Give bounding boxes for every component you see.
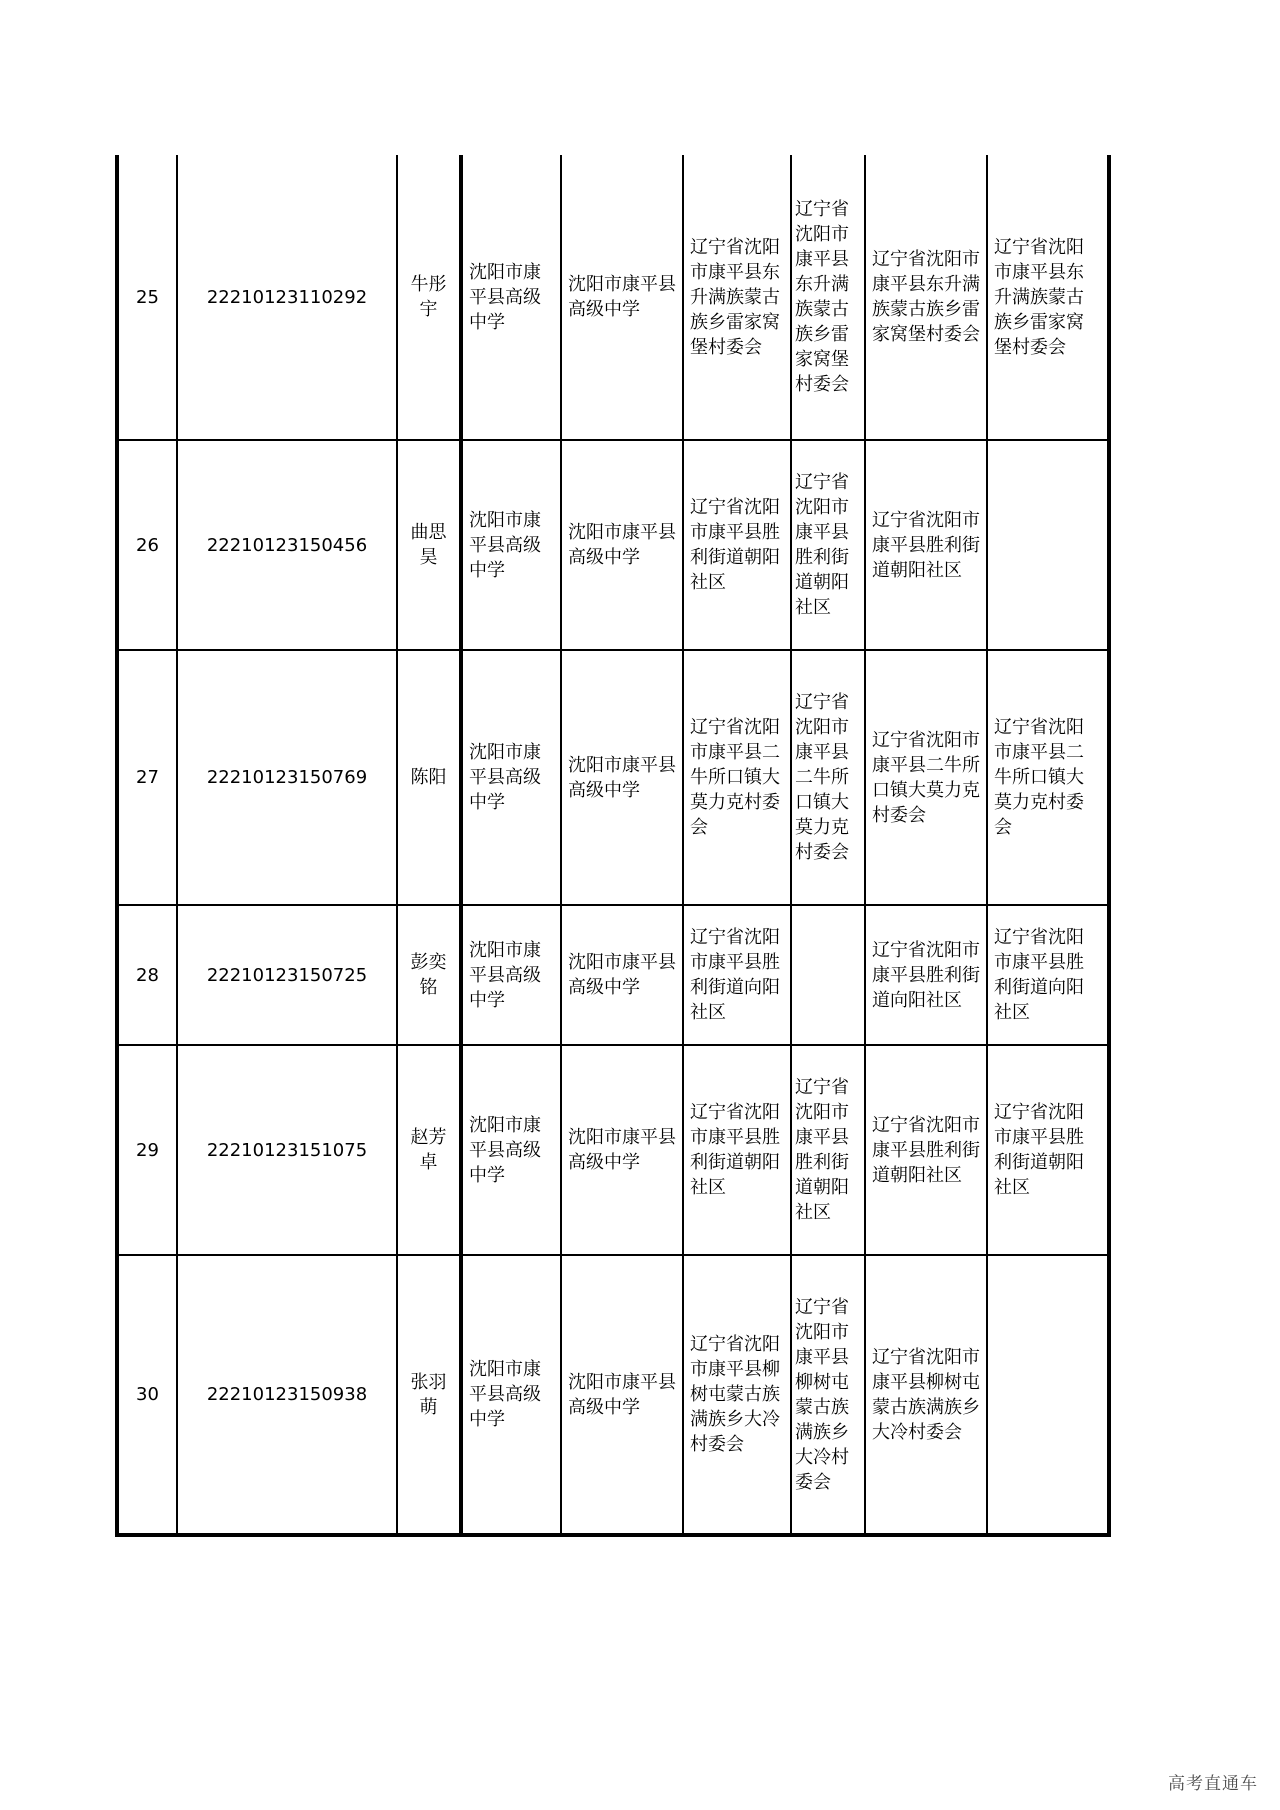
cell-exam-id: 22210123150938: [177, 1255, 397, 1535]
cell-father-residence: 辽宁省沈阳市康平县胜利街道朝阳社区: [865, 440, 987, 650]
cell-school: 沈阳市康平县高级中学: [461, 905, 561, 1045]
table-row: [117, 1045, 1109, 1255]
cell-name: 牛彤宇: [397, 155, 461, 440]
table-row: [117, 155, 1109, 440]
footer-watermark: 高考直通车: [1168, 1774, 1258, 1794]
cell-school: 沈阳市康平县高级中学: [461, 440, 561, 650]
table-row: [117, 1255, 1109, 1535]
cell-index: 25: [117, 155, 177, 440]
cell-father-residence: 辽宁省沈阳市康平县东升满族蒙古族乡雷家窝堡村委会: [865, 155, 987, 440]
cell-mother-residence: [987, 440, 1109, 650]
cell-exam-id: 22210123150456: [177, 440, 397, 650]
cell-mother-residence: 辽宁省沈阳市康平县二牛所口镇大莫力克村委会: [987, 650, 1109, 905]
cell-father-residence: 辽宁省沈阳市康平县胜利街道朝阳社区: [865, 1045, 987, 1255]
cell-hukou: [791, 905, 865, 1045]
student-roster-table: [115, 155, 1111, 1537]
cell-exam-id: 22210123150725: [177, 905, 397, 1045]
cell-name: 曲思昊: [397, 440, 461, 650]
table-row: [117, 905, 1109, 1045]
table-row: [117, 650, 1109, 905]
cell-name: 彭奕铭: [397, 905, 461, 1045]
cell-hukou: 辽宁省沈阳市康平县东升满族蒙古族乡雷家窝堡村委会: [791, 155, 865, 440]
cell-father-residence: 辽宁省沈阳市康平县胜利街道向阳社区: [865, 905, 987, 1045]
cell-exam-id: 22210123151075: [177, 1045, 397, 1255]
cell-father-residence: 辽宁省沈阳市康平县二牛所口镇大莫力克村委会: [865, 650, 987, 905]
cell-graduated-school: 沈阳市康平县高级中学: [561, 1045, 683, 1255]
cell-index: 27: [117, 650, 177, 905]
cell-mother-residence: 辽宁省沈阳市康平县东升满族蒙古族乡雷家窝堡村委会: [987, 155, 1109, 440]
cell-mother-residence: 辽宁省沈阳市康平县胜利街道朝阳社区: [987, 1045, 1109, 1255]
cell-name: 赵芳卓: [397, 1045, 461, 1255]
cell-exam-id: 22210123150769: [177, 650, 397, 905]
cell-name: 张羽萌: [397, 1255, 461, 1535]
cell-hukou: 辽宁省沈阳市康平县胜利街道朝阳社区: [791, 440, 865, 650]
cell-graduated-school: 沈阳市康平县高级中学: [561, 905, 683, 1045]
cell-residence: 辽宁省沈阳市康平县二牛所口镇大莫力克村委会: [683, 650, 791, 905]
cell-index: 30: [117, 1255, 177, 1535]
table-row: [117, 440, 1109, 650]
cell-residence: 辽宁省沈阳市康平县胜利街道向阳社区: [683, 905, 791, 1045]
cell-school: 沈阳市康平县高级中学: [461, 650, 561, 905]
cell-exam-id: 22210123110292: [177, 155, 397, 440]
cell-mother-residence: 辽宁省沈阳市康平县胜利街道向阳社区: [987, 905, 1109, 1045]
cell-graduated-school: 沈阳市康平县高级中学: [561, 650, 683, 905]
cell-school: 沈阳市康平县高级中学: [461, 155, 561, 440]
cell-school: 沈阳市康平县高级中学: [461, 1045, 561, 1255]
cell-residence: 辽宁省沈阳市康平县东升满族蒙古族乡雷家窝堡村委会: [683, 155, 791, 440]
cell-name: 陈阳: [397, 650, 461, 905]
cell-index: 29: [117, 1045, 177, 1255]
cell-hukou: 辽宁省沈阳市康平县二牛所口镇大莫力克村委会: [791, 650, 865, 905]
cell-hukou: 辽宁省沈阳市康平县柳树屯蒙古族满族乡大冷村委会: [791, 1255, 865, 1535]
cell-graduated-school: 沈阳市康平县高级中学: [561, 1255, 683, 1535]
cell-mother-residence: [987, 1255, 1109, 1535]
cell-graduated-school: 沈阳市康平县高级中学: [561, 155, 683, 440]
cell-index: 28: [117, 905, 177, 1045]
cell-residence: 辽宁省沈阳市康平县胜利街道朝阳社区: [683, 1045, 791, 1255]
cell-hukou: 辽宁省沈阳市康平县胜利街道朝阳社区: [791, 1045, 865, 1255]
table-body: [117, 155, 1109, 1535]
cell-residence: 辽宁省沈阳市康平县胜利街道朝阳社区: [683, 440, 791, 650]
cell-graduated-school: 沈阳市康平县高级中学: [561, 440, 683, 650]
cell-school: 沈阳市康平县高级中学: [461, 1255, 561, 1535]
cell-father-residence: 辽宁省沈阳市康平县柳树屯蒙古族满族乡大冷村委会: [865, 1255, 987, 1535]
cell-index: 26: [117, 440, 177, 650]
cell-residence: 辽宁省沈阳市康平县柳树屯蒙古族满族乡大冷村委会: [683, 1255, 791, 1535]
